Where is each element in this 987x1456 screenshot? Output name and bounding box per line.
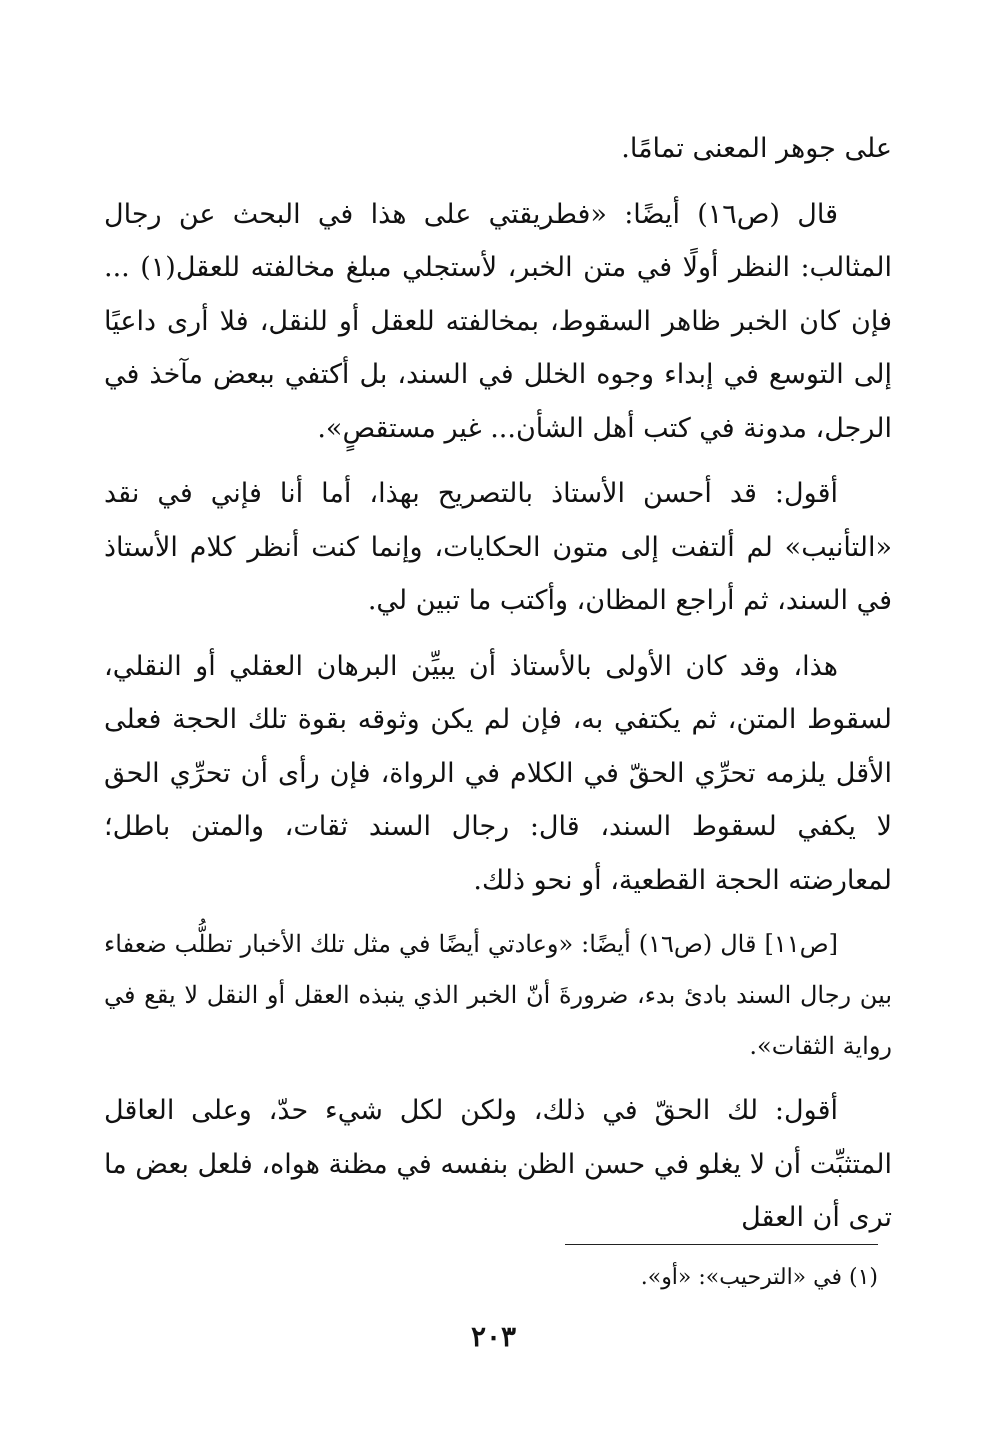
main-text — [104, 122, 892, 1257]
paragraph-5: [ص١١] قال (ص١٦) أيضًا: «وعادتي أيضًا في مثل تلك الأخبار تطلُّب ضعفاء بين رجال السند بادئ بدء، ضرورةَ أنّ الخبر الذي ينبذه العقل أو النقل لا يقع في رواية الثقات». — [104, 930, 892, 1060]
footnote-divider — [565, 1244, 878, 1245]
paragraph-3: أقول: قد أحسن الأستاذ بالتصريح بهذا، أما أنا فإني في نقد «التأنيب» لم ألتفت إلى متون الحكايات، وإنما كنت أنظر كلام الأستاذ في السند، ثم أراجع المظان، وأكتب ما تبين لي. — [104, 478, 892, 616]
paragraph-1: على جوهر المعنى تمامًا. — [621, 133, 892, 164]
paragraph-2: قال (ص١٦) أيضًا: «فطريقتي على هذا في البحث عن رجال المثالب: النظر أولًا في متن الخبر، لأستجلي مبلغ مخالفته للعقل(١) ... فإن كان الخبر ظاهر السقوط، بمخالفته للعقل أو للنقل، فلا أرى داعيًا إلى التوسع في إبداء وجوه الخلل في السند، بل أكتفي ببعض مآخذ في الرجل، مدونة في كتب أهل الشأن... غير مستقصٍ». — [104, 198, 892, 444]
footnote: (١) في «الترحيب»: «أو». — [640, 1265, 878, 1290]
paragraph-6: أقول: لك الحقّ في ذلك، ولكن لكل شيء حدّ، وعلى العاقل المتثبِّت أن لا يغلو في حسن الظن بنفسه في مظنة هواه، فلعل بعض ما ترى أن العقل — [104, 1095, 892, 1233]
paragraph-4: هذا، وقد كان الأولى بالأستاذ أن يبيِّن البرهان العقلي أو النقلي، لسقوط المتن، ثم يكتفي به، فإن لم يكن وثوقه بقوة تلك الحجة فعلى الأقل يلزمه تحرِّي الحقّ في الكلام في الرواة، فإن رأى أن تحرِّي الحق لا يكفي لسقوط السند، قال: رجال السند ثقات، والمتن باطل؛ لمعارضته الحجة القطعية، أو نحو ذلك. — [104, 650, 892, 896]
page-number: ٢٠٣ — [470, 1320, 517, 1353]
